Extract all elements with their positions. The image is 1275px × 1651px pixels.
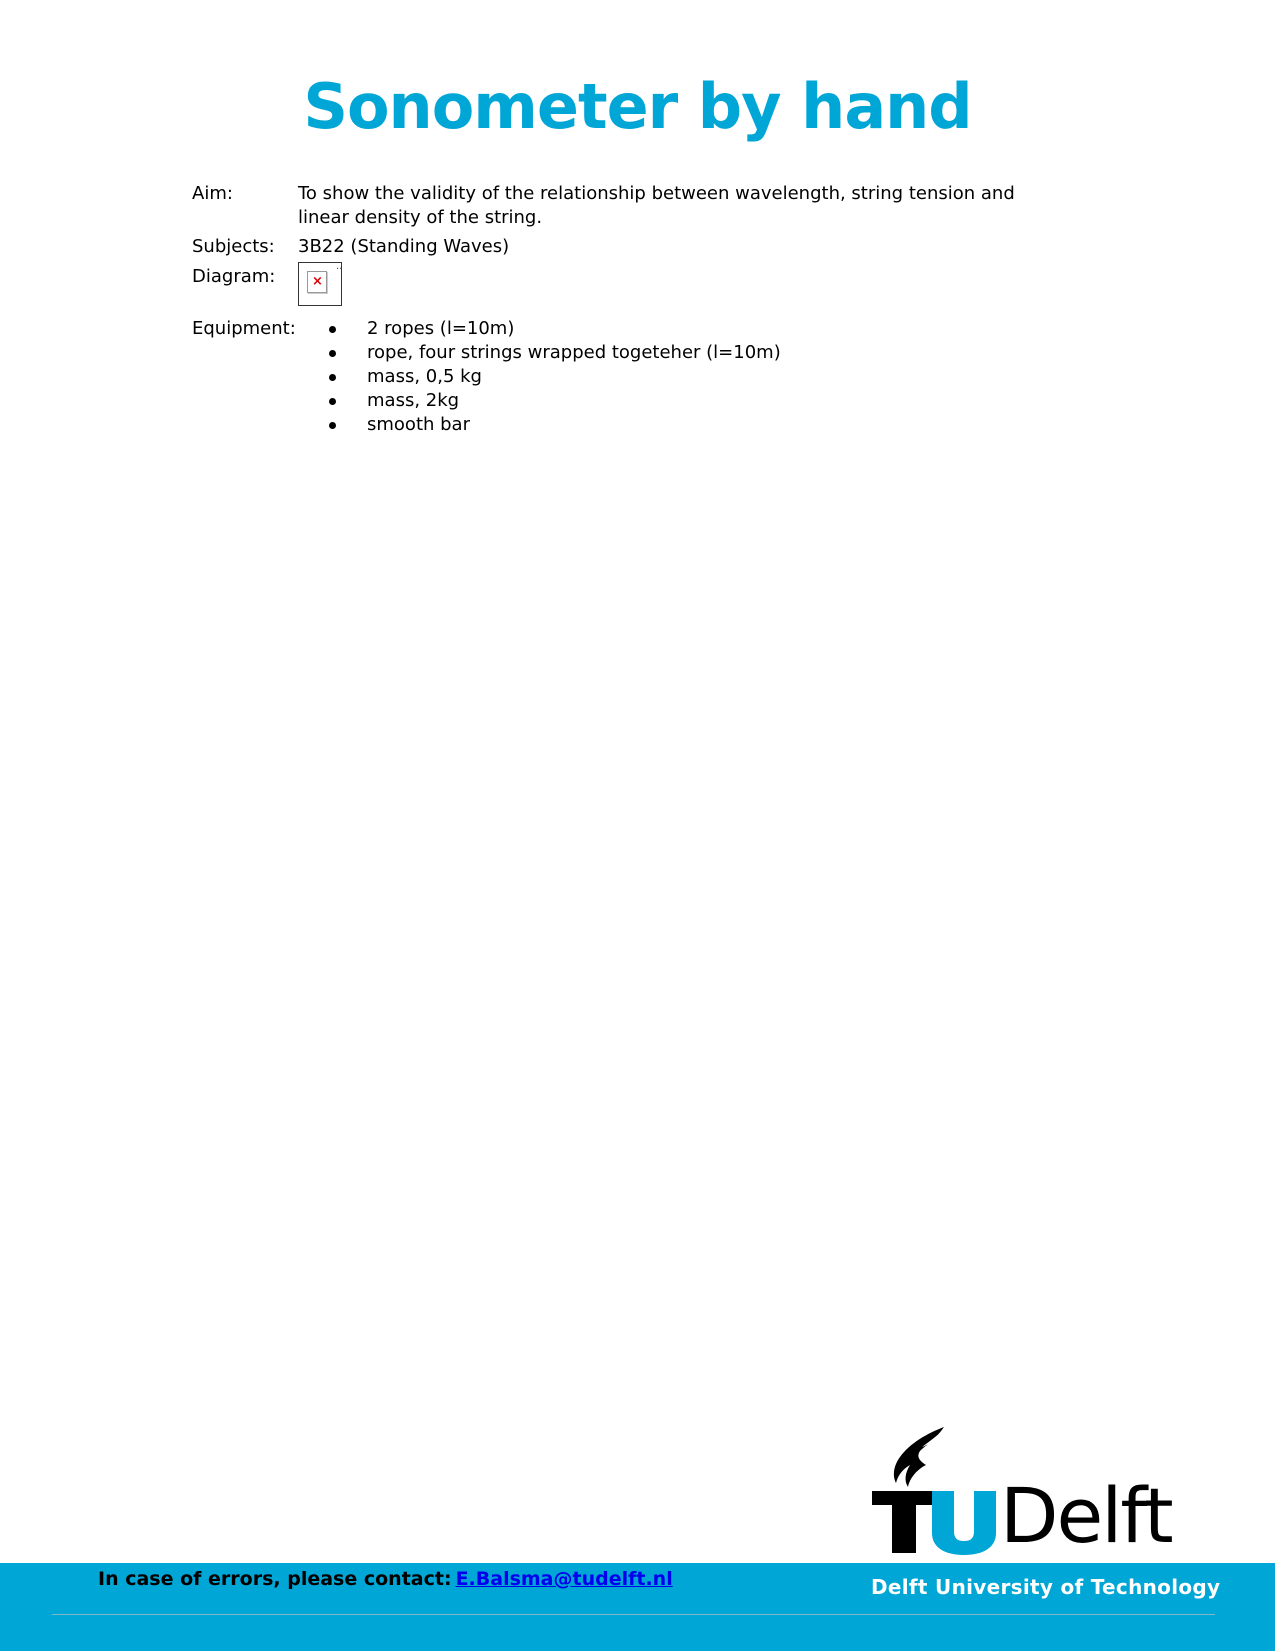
diagram-image[interactable] [298,262,342,306]
diagram-label: Diagram: [192,266,276,287]
subjects-label: Subjects: [192,236,275,257]
logo-wordmark-text: Delft [1000,1471,1172,1560]
contact-label: In case of errors, please contact: [98,1568,452,1590]
broken-image-icon: × [307,271,327,293]
list-item: mass, 0,5 kg [322,365,781,389]
equipment-label: Equipment: [192,318,296,339]
university-name: Delft University of Technology [871,1575,1221,1599]
page-title: Sonometer by hand [303,70,972,143]
bullet-icon [329,374,336,381]
list-item: mass, 2kg [322,389,781,413]
list-item: smooth bar [322,413,781,437]
contact-line [98,1568,673,1590]
bullet-icon [329,326,336,333]
equipment-list [322,317,781,437]
bullet-icon [329,422,336,429]
bullet-icon [329,350,336,357]
bullet-icon [329,398,336,405]
footer-divider [52,1614,1215,1615]
contact-email-link[interactable]: E.Balsma@tudelft.nl [455,1568,673,1590]
list-item: 2 ropes (l=10m) [322,317,781,341]
ellipsis-icon: .. [336,261,343,272]
subjects-value: 3B22 (Standing Waves) [298,236,510,257]
aim-label: Aim: [192,183,233,204]
aim-value: To show the validity of the relationship between wavelength, string tension and linear density of the string. [298,183,1015,228]
list-item: rope, four strings wrapped togeteher (l=10m) [322,341,781,365]
